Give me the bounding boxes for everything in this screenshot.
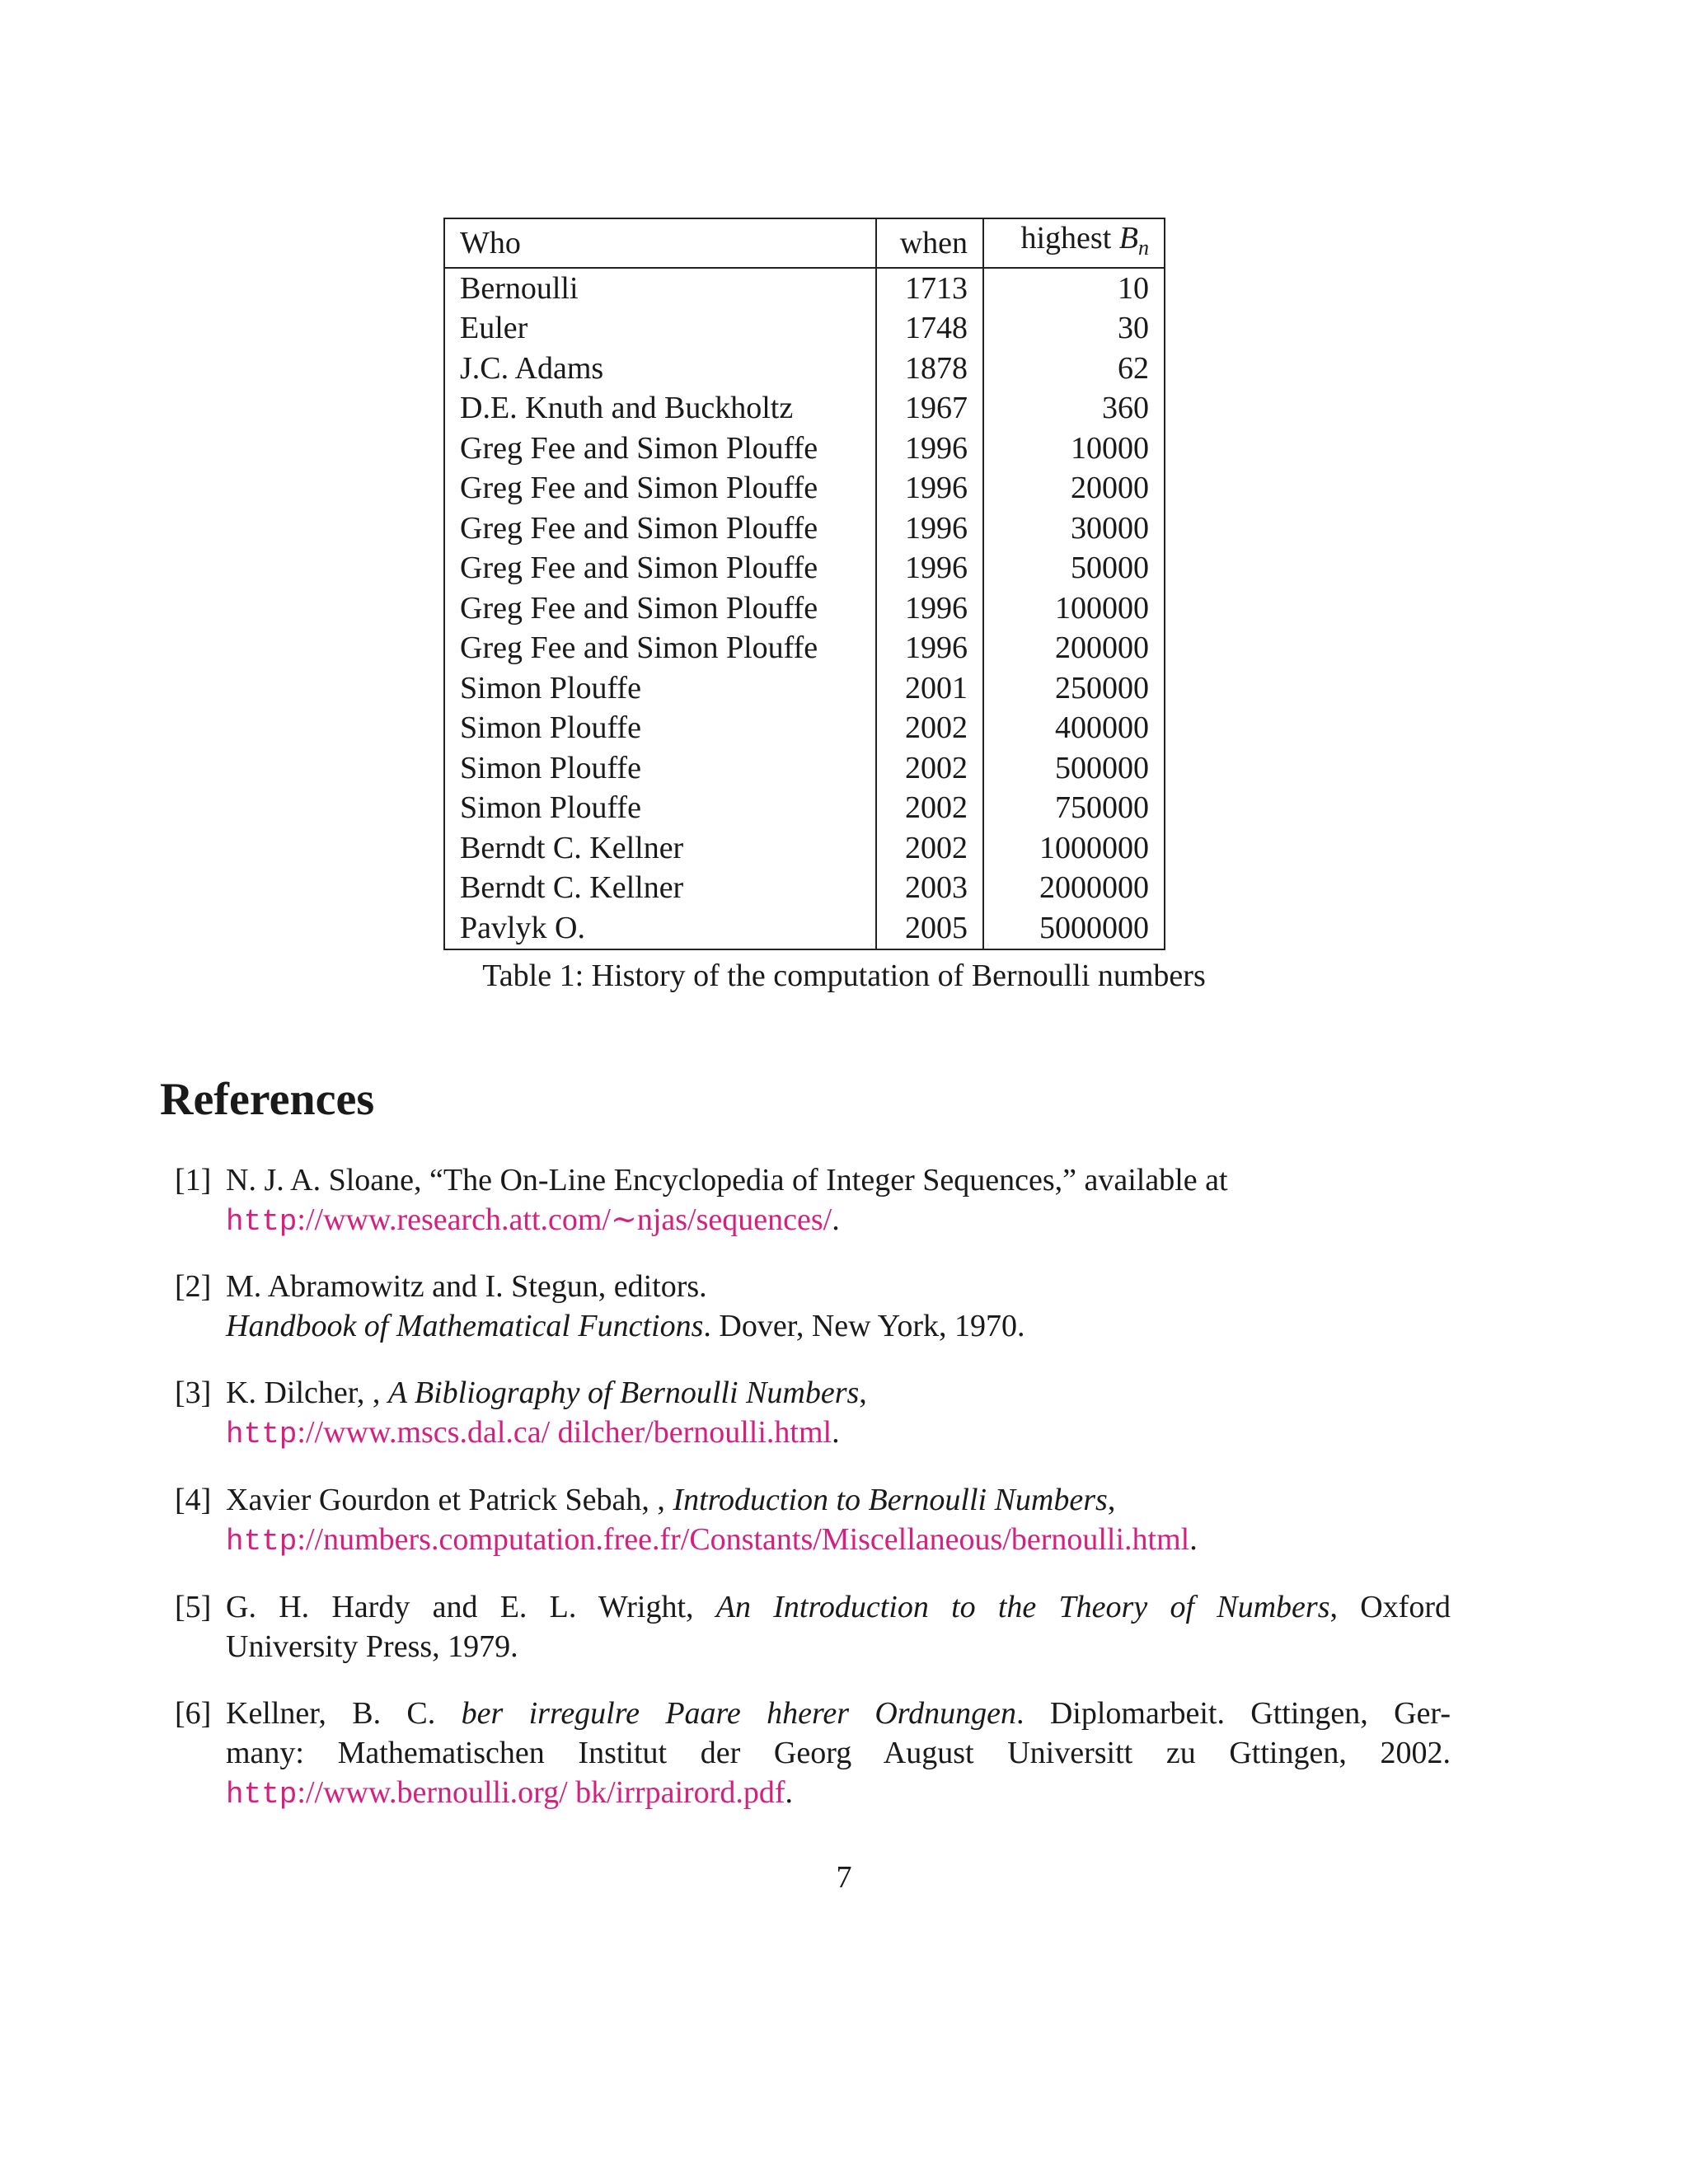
- reference-text: N. J. A. Sloane, “The On-Line Encyclopedia of Integer Sequences,” available at: [226, 1163, 1228, 1197]
- cell-when: 1748: [876, 309, 983, 349]
- table-row: [444, 549, 1165, 589]
- table-row: [444, 309, 1165, 349]
- reference-text: M. Abramowitz and I. Stegun, editors.: [226, 1269, 707, 1304]
- header-highest-bn: [983, 218, 1165, 268]
- cell-highest: 30: [983, 309, 1165, 349]
- table-row: [444, 268, 1165, 309]
- reference-6: [6] Kellner, B. C. ber irregulre Paare hherer Ordnungen. Diplomarbeit. Gttingen, Ger- many: Mathematischen Institut der Georg August Universitt zu Gttingen, 2002. http://www.bernoulli.org/ bk/irrpairord.pdf.: [175, 1694, 1451, 1815]
- table-row: [444, 469, 1165, 509]
- table-row: [444, 748, 1165, 789]
- cell-who: D.E. Knuth and Buckholtz: [444, 389, 876, 429]
- table-header-row: [444, 218, 1165, 268]
- cell-highest: 1000000: [983, 828, 1165, 869]
- cell-who: Greg Fee and Simon Plouffe: [444, 588, 876, 629]
- reference-link[interactable]: http://www.bernoulli.org/ bk/irrpairord.pdf: [226, 1775, 785, 1811]
- reference-1: [1] N. J. A. Sloane, “The On-Line Encyclopedia of Integer Sequences,” available at http://www.research.att.com/∼njas/sequences/.: [175, 1160, 1451, 1242]
- header-when: when: [876, 218, 983, 268]
- page-number: 7: [836, 1860, 852, 1895]
- cell-who: Bernoulli: [444, 268, 876, 309]
- cell-when: 2002: [876, 748, 983, 789]
- cell-highest: 400000: [983, 709, 1165, 749]
- cell-who: Greg Fee and Simon Plouffe: [444, 469, 876, 509]
- cell-highest: 30000: [983, 509, 1165, 549]
- cell-when: 1996: [876, 549, 983, 589]
- cell-when: 2001: [876, 668, 983, 709]
- reference-title: ber irregulre Paare hherer Ordnungen: [461, 1696, 1017, 1731]
- cell-highest: 100000: [983, 588, 1165, 629]
- table-row: [444, 668, 1165, 709]
- cell-who: Pavlyk O.: [444, 908, 876, 949]
- cell-when: 2005: [876, 908, 983, 949]
- cell-when: 2002: [876, 828, 983, 869]
- table-caption: Table 1: History of the computation of Bernoulli numbers: [482, 958, 1206, 993]
- cell-when: 1996: [876, 469, 983, 509]
- table-row: [444, 869, 1165, 909]
- cell-who: Euler: [444, 309, 876, 349]
- cell-when: 2002: [876, 789, 983, 829]
- cell-when: 2003: [876, 869, 983, 909]
- cell-highest: 2000000: [983, 869, 1165, 909]
- reference-4: [4] Xavier Gourdon et Patrick Sebah, , Introduction to Bernoulli Numbers, http://numbers.computation.free.fr/Constants/Miscellaneous/bernoulli.html.: [175, 1480, 1451, 1562]
- reference-title: An Introduction to the Theory of Numbers: [715, 1590, 1330, 1624]
- header-highest-label: highest: [1020, 221, 1112, 255]
- reference-5: [5] G. H. Hardy and E. L. Wright, An Introduction to the Theory of Numbers, Oxford University Press, 1979.: [175, 1587, 1451, 1666]
- cell-who: Greg Fee and Simon Plouffe: [444, 549, 876, 589]
- table-row: [444, 429, 1165, 469]
- cell-when: 1996: [876, 588, 983, 629]
- table-row: [444, 789, 1165, 829]
- cell-who: Berndt C. Kellner: [444, 869, 876, 909]
- cell-who: Greg Fee and Simon Plouffe: [444, 629, 876, 669]
- reference-link[interactable]: http://www.mscs.dal.ca/ dilcher/bernoulli.html: [226, 1415, 832, 1451]
- cell-when: 1713: [876, 268, 983, 309]
- cell-who: Simon Plouffe: [444, 789, 876, 829]
- cell-highest: 5000000: [983, 908, 1165, 949]
- reference-number: [4]: [175, 1483, 212, 1517]
- cell-when: 1878: [876, 349, 983, 389]
- references-heading: References: [160, 1074, 375, 1125]
- reference-title: A Bibliography of Bernoulli Numbers: [387, 1376, 860, 1410]
- reference-title: Introduction to Bernoulli Numbers: [673, 1483, 1108, 1517]
- reference-number: [6]: [175, 1696, 212, 1731]
- reference-number: [1]: [175, 1163, 212, 1197]
- cell-who: J.C. Adams: [444, 349, 876, 389]
- bernoulli-history-table: [443, 218, 1165, 950]
- table-row: [444, 629, 1165, 669]
- cell-who: Greg Fee and Simon Plouffe: [444, 509, 876, 549]
- table-row: [444, 588, 1165, 629]
- cell-who: Greg Fee and Simon Plouffe: [444, 429, 876, 469]
- cell-highest: 360: [983, 389, 1165, 429]
- table-row: [444, 389, 1165, 429]
- table-row: [444, 509, 1165, 549]
- reference-3: [3] K. Dilcher, , A Bibliography of Bernoulli Numbers, http://www.mscs.dal.ca/ dilcher/bernoulli.html.: [175, 1373, 1451, 1455]
- cell-highest: 10000: [983, 429, 1165, 469]
- cell-who: Simon Plouffe: [444, 748, 876, 789]
- cell-when: 1967: [876, 389, 983, 429]
- reference-number: [3]: [175, 1376, 212, 1410]
- cell-who: Simon Plouffe: [444, 709, 876, 749]
- reference-number: [5]: [175, 1590, 212, 1624]
- cell-highest: 500000: [983, 748, 1165, 789]
- cell-when: 1996: [876, 629, 983, 669]
- reference-title: Handbook of Mathematical Functions: [226, 1309, 704, 1343]
- cell-highest: 20000: [983, 469, 1165, 509]
- reference-link[interactable]: http://numbers.computation.free.fr/Constants/Miscellaneous/bernoulli.html: [226, 1522, 1190, 1558]
- cell-when: 1996: [876, 509, 983, 549]
- table-row: [444, 908, 1165, 949]
- cell-highest: 50000: [983, 549, 1165, 589]
- cell-highest: 750000: [983, 789, 1165, 829]
- table-row: [444, 349, 1165, 389]
- cell-highest: 10: [983, 268, 1165, 309]
- cell-highest: 200000: [983, 629, 1165, 669]
- table-row: [444, 828, 1165, 869]
- cell-who: Simon Plouffe: [444, 668, 876, 709]
- bn-symbol: B: [1118, 221, 1138, 255]
- cell-highest: 62: [983, 349, 1165, 389]
- reference-number: [2]: [175, 1269, 212, 1304]
- cell-when: 2002: [876, 709, 983, 749]
- reference-link[interactable]: http://www.research.att.com/∼njas/sequences/: [226, 1202, 832, 1239]
- table-row: [444, 709, 1165, 749]
- header-who: Who: [444, 218, 876, 268]
- reference-2: [2] M. Abramowitz and I. Stegun, editors. Handbook of Mathematical Functions. Dover, New York, 1970.: [175, 1267, 1451, 1346]
- cell-highest: 250000: [983, 668, 1165, 709]
- bn-subscript: n: [1138, 236, 1149, 260]
- cell-when: 1996: [876, 429, 983, 469]
- cell-who: Berndt C. Kellner: [444, 828, 876, 869]
